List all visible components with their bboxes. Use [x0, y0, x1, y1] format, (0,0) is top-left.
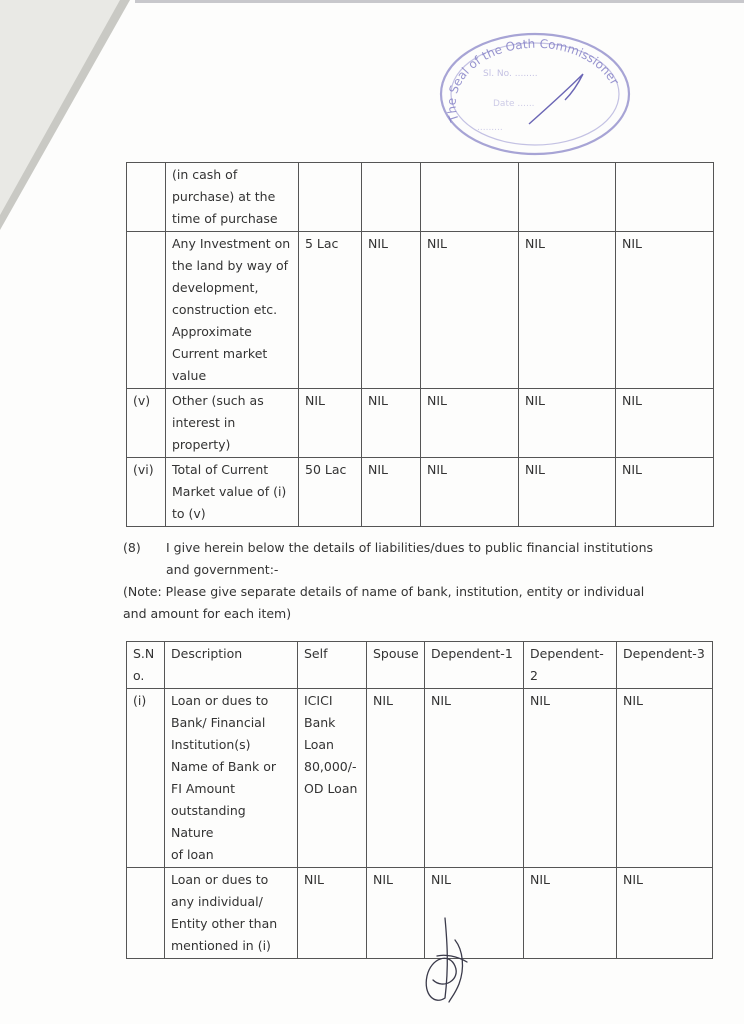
cell-description: [165, 689, 298, 868]
cell-dependent-1: NIL: [421, 389, 519, 458]
header-dependent-1: Dependent-1: [425, 642, 524, 689]
cell-self: [298, 868, 367, 959]
cell-dependent-3: NIL: [616, 458, 714, 527]
cell-self-line: NIL: [304, 872, 325, 887]
table-row: [127, 163, 714, 232]
cell-sno: [127, 232, 166, 389]
header-sno-line: S.N: [133, 646, 155, 661]
cell-description: [165, 868, 298, 959]
cell-spouse: NIL: [362, 232, 421, 389]
cell-sno: [127, 163, 166, 232]
cell-dependent-3: NIL: [616, 232, 714, 389]
handwritten-signature: [415, 910, 475, 1010]
table-row: [127, 389, 714, 458]
cell-description-line: Institution(s): [171, 737, 251, 752]
cell-self-line: ICICI: [304, 693, 333, 708]
cell-self: 5 Lac: [299, 232, 362, 389]
cell-dependent-2: NIL: [519, 458, 616, 527]
cell-description-line: purchase) at the: [172, 189, 276, 204]
section-8-number: (8): [123, 540, 141, 555]
section-8-note-line1: (Note: Please give separate details of name of bank, institution, entity or individual: [123, 584, 645, 599]
cell-description-line: FI Amount: [171, 781, 235, 796]
cell-dependent-1: NIL: [421, 232, 519, 389]
cell-description: [166, 389, 299, 458]
cell-description-line: Any Investment on: [172, 236, 291, 251]
cell-description-line: Total of Current: [172, 462, 269, 477]
cell-description-line: Market value of (i): [172, 484, 287, 499]
cell-dependent-2: [519, 163, 616, 232]
cell-description-line: Loan or dues to: [171, 693, 269, 708]
cell-description-line: Bank/ Financial: [171, 715, 266, 730]
cell-dependent-2: NIL: [524, 689, 617, 868]
cell-description-line: Loan or dues to: [171, 872, 269, 887]
cell-dependent-3: NIL: [617, 868, 713, 959]
cell-self: 50 Lac: [299, 458, 362, 527]
cell-description-line: development,: [172, 280, 259, 295]
cell-sno: (vi): [127, 458, 166, 527]
scan-page-edge-inner: [0, 0, 120, 215]
svg-text:Date ......: Date ......: [493, 99, 535, 109]
cell-self-line: Bank: [304, 715, 336, 730]
cell-spouse: NIL: [367, 868, 425, 959]
header-sno-line: o.: [133, 668, 145, 683]
cell-description-line: Other (such as: [172, 393, 264, 408]
section-8-text-line2: and government:-: [166, 562, 279, 577]
cell-dependent-2: NIL: [519, 232, 616, 389]
cell-dependent-1: NIL: [421, 458, 519, 527]
header-dependent-3: Dependent-3: [617, 642, 713, 689]
cell-sno: [127, 868, 165, 959]
header-sno: [127, 642, 165, 689]
cell-description-line: value: [172, 368, 207, 383]
cell-description: [166, 458, 299, 527]
cell-self-line: 80,000/-: [304, 759, 357, 774]
oath-commissioner-seal: [437, 28, 633, 160]
cell-dependent-3: [616, 163, 714, 232]
header-dependent-2: Dependent-2: [524, 642, 617, 689]
cell-description-line: outstanding Nature: [171, 803, 246, 840]
cell-description-line: property): [172, 437, 231, 452]
cell-description-line: mentioned in (i): [171, 938, 271, 953]
section-8-note-line2: and amount for each item): [123, 606, 292, 621]
cell-dependent-3: NIL: [617, 689, 713, 868]
cell-sno: (i): [127, 689, 165, 868]
cell-description: [166, 232, 299, 389]
header-self: Self: [298, 642, 367, 689]
cell-description-line: to (v): [172, 506, 206, 521]
cell-dependent-3: NIL: [616, 389, 714, 458]
cell-self: [299, 163, 362, 232]
header-description: Description: [165, 642, 298, 689]
cell-self: [298, 689, 367, 868]
cell-description-line: Approximate: [172, 324, 252, 339]
cell-description-line: interest in: [172, 415, 236, 430]
cell-self-line: Loan: [304, 737, 334, 752]
cell-description-line: construction etc.: [172, 302, 278, 317]
cell-dependent-1: [421, 163, 519, 232]
cell-self-line: OD Loan: [304, 781, 358, 796]
table-row: [127, 689, 713, 868]
cell-dependent-2: NIL: [524, 868, 617, 959]
cell-description-line: Name of Bank or: [171, 759, 277, 774]
table-row: [127, 458, 714, 527]
cell-description-line: Entity other than: [171, 916, 278, 931]
cell-dependent-2: NIL: [519, 389, 616, 458]
scan-top-border: [135, 0, 744, 3]
cell-spouse: NIL: [362, 458, 421, 527]
cell-description-line: time of purchase: [172, 211, 278, 226]
table-header-row: [127, 642, 713, 689]
svg-text:Sl. No. ........: Sl. No. ........: [483, 69, 538, 79]
cell-description: [166, 163, 299, 232]
cell-self: NIL: [299, 389, 362, 458]
header-spouse: Spouse: [367, 642, 425, 689]
cell-spouse: NIL: [367, 689, 425, 868]
cell-sno: (v): [127, 389, 166, 458]
cell-spouse: NIL: [362, 389, 421, 458]
cell-description-line: Current market: [172, 346, 268, 361]
cell-dependent-1: NIL: [425, 689, 524, 868]
cell-description-line: (in cash of: [172, 167, 238, 182]
cell-description-line: the land by way of: [172, 258, 289, 273]
cell-description-line: any individual/: [171, 894, 263, 909]
cell-spouse: [362, 163, 421, 232]
cell-description-line: of loan: [171, 847, 214, 862]
svg-text:The Seal of the Oath Commissio: The Seal of the Oath Commissioner: [444, 36, 622, 124]
cell-dependent-1: NIL: [425, 868, 524, 959]
table-row: [127, 232, 714, 389]
svg-text:.........: .........: [477, 123, 503, 133]
assets-table-continued: [126, 162, 714, 527]
section-8-text-line1: I give herein below the details of liabilities/dues to public financial institutions: [166, 540, 654, 555]
